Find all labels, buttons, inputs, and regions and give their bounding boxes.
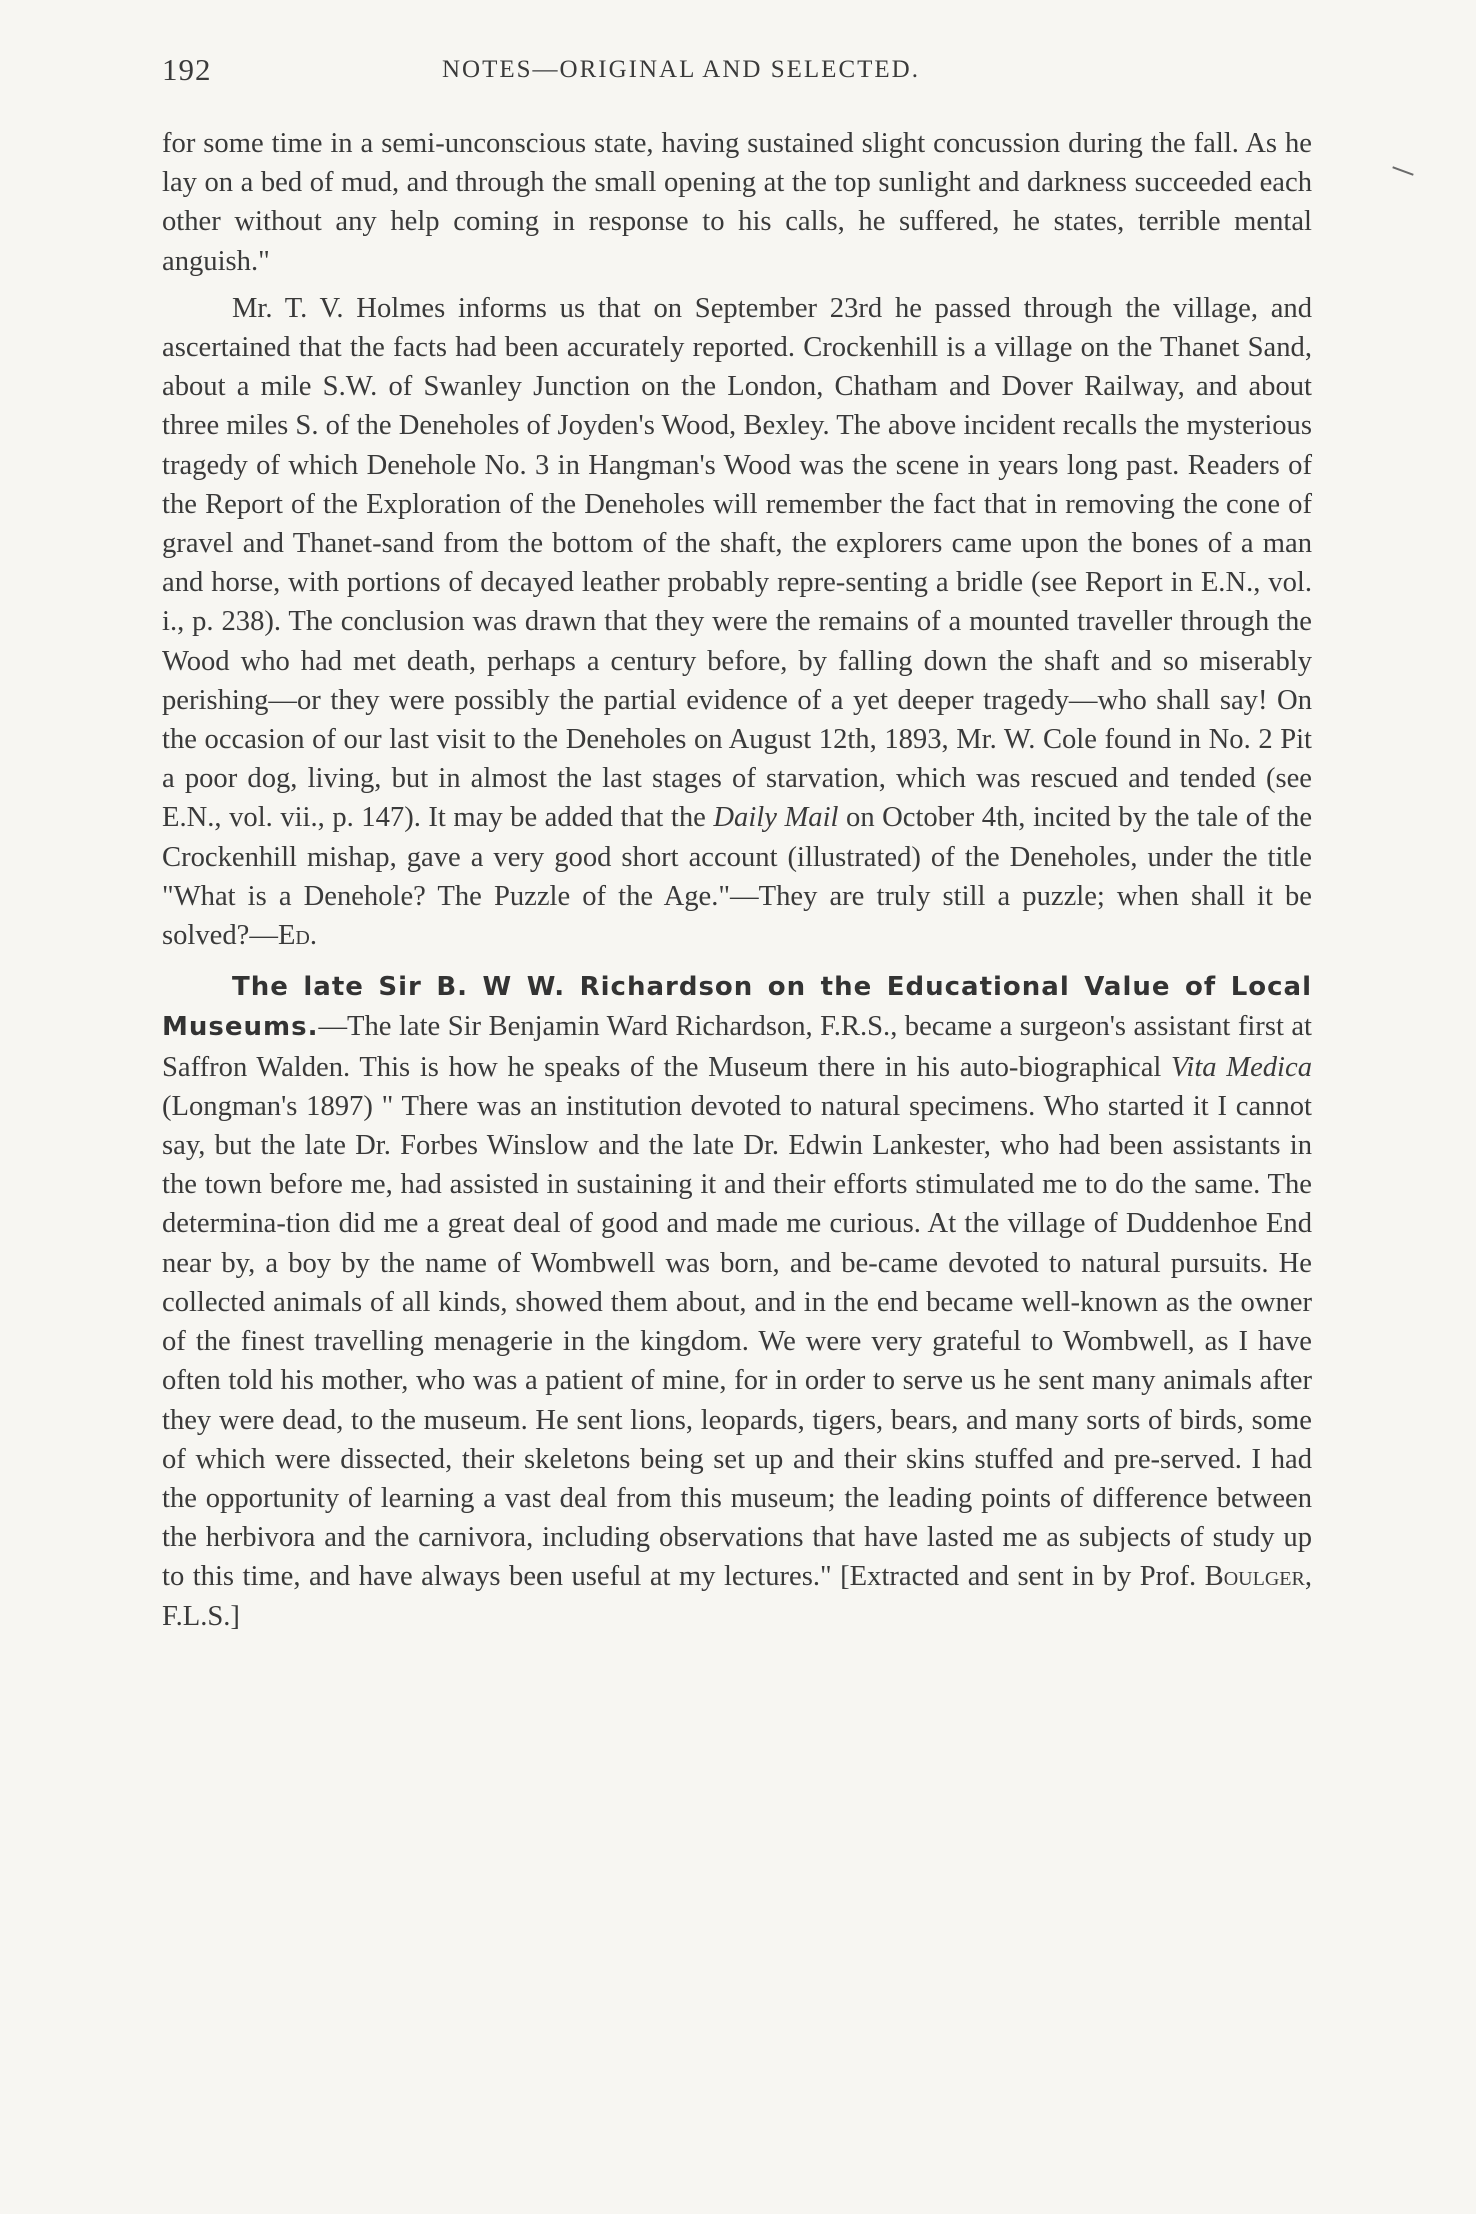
running-title: NOTES—ORIGINAL AND SELECTED. bbox=[442, 56, 920, 83]
paragraph-text: Mr. T. V. Holmes informs us that on September 23rd he passed through the village, and ascertained that the facts had been accurately reported. Crockenhill is a village on the Thanet Sand, about a mile S.W. of Swanley Junction on the London, Chatham and Dover Railway, and about three miles S. of the Deneholes of Joyden's Wood, Bexley. The above incident recalls the mysterious tragedy of which Denehole No. 3 in Hangman's Wood was the scene in years long past. Readers of the Report of the Exploration of the Deneholes will remember the fact that in removing the cone of gravel and Thanet-sand from the bottom of the shaft, the explorers came upon the bones of a man and horse, with portions of decayed leather probably repre-senting a bridle (see Report in E.N., vol. i., p. 238). The conclusion was drawn that they were the remains of a mounted traveller through the Wood who had met death, perhaps a century before, by falling down the shaft and so miserably perishing—or they were possibly the partial evidence of a yet deeper tragedy—who shall say! On the occasion of our last visit to the Deneholes on August 12th, 1893, Mr. W. Cole found in No. 2 Pit a poor dog, living, but in almost the last stages of starvation, which was rescued and tended (see E.N., vol. vii., p. 147). It may be added that the bbox=[162, 292, 1312, 834]
newspaper-title: Daily Mail bbox=[713, 802, 839, 834]
stray-pencil-mark bbox=[1392, 166, 1413, 175]
paragraph-text: —The late Sir Benjamin Ward Richardson, F.R.S., became a surgeon's assistant first at Saffron Walden. This is how he speaks of the Museum there in his auto-biographical bbox=[162, 1011, 1312, 1083]
paragraph-text: (Longman's 1897) " There was an institution devoted to natural specimens. Who started it I cannot say, but the late Dr. Forbes Winslow and the late Dr. Edwin Lankester, who had been assistants in the town before me, had assisted in sustaining it and their efforts stimulated me to do the same. The determina-tion did me a great deal of good and made me curious. At the village of Duddenhoe End near by, a boy by the name of Wombwell was born, and be-came devoted to natural pursuits. He collected animals of all kinds, showed them about, and in the end became well-known as the owner of the finest travelling menagerie in the kingdom. We were very grateful to Wombwell, as I have often told his mother, who was a patient of mine, for in order to serve us he sent many animals after they were dead, to the museum. He sent lions, leopards, tigers, bears, and many sorts of birds, some of which were dissected, their skeletons being set up and their skins stuffed and pre-served. I had the opportunity of learning a vast deal from this museum; the leading points of difference between the herbivora and the carnivora, including observations that have lasted me as subjects of study up to this time, and have always been useful at my lectures." [Extracted and sent in by Prof. bbox=[162, 1090, 1312, 1593]
paragraph-text: on October 4th, incited by the tale of the Crockenhill mishap, gave a very good short account (illustrated) of the Deneholes, under the title "What is a Denehole? The Puzzle of the Age."—They are truly still a puzzle; when shall it be solved?— bbox=[162, 802, 1313, 952]
paragraph-continuation bbox=[162, 124, 1312, 281]
contributor-credentials: , F.L.S.] bbox=[162, 1561, 1312, 1632]
running-header bbox=[162, 52, 1312, 92]
page-number: 192 bbox=[162, 52, 212, 87]
note-heading: The late Sir B. W W. Richardson on the Educational Value of Local Museums. bbox=[162, 972, 1312, 1043]
book-title: Vita Medica bbox=[1171, 1051, 1312, 1083]
body-text bbox=[162, 124, 1312, 1636]
paragraph-text: for some time in a semi-unconscious state, having sustained slight concussion during the fall. As he lay on a bed of mud, and through the small opening at the top sunlight and darkness succeeded each other without any help coming in response to his calls, he suffered, he states, terrible mental anguish." bbox=[162, 128, 1312, 277]
contributor-name: Boulger bbox=[1204, 1561, 1305, 1593]
editor-signature: Ed. bbox=[277, 920, 318, 952]
paragraph-richardson-note bbox=[162, 967, 1312, 1635]
paragraph-holmes-note bbox=[162, 289, 1312, 955]
